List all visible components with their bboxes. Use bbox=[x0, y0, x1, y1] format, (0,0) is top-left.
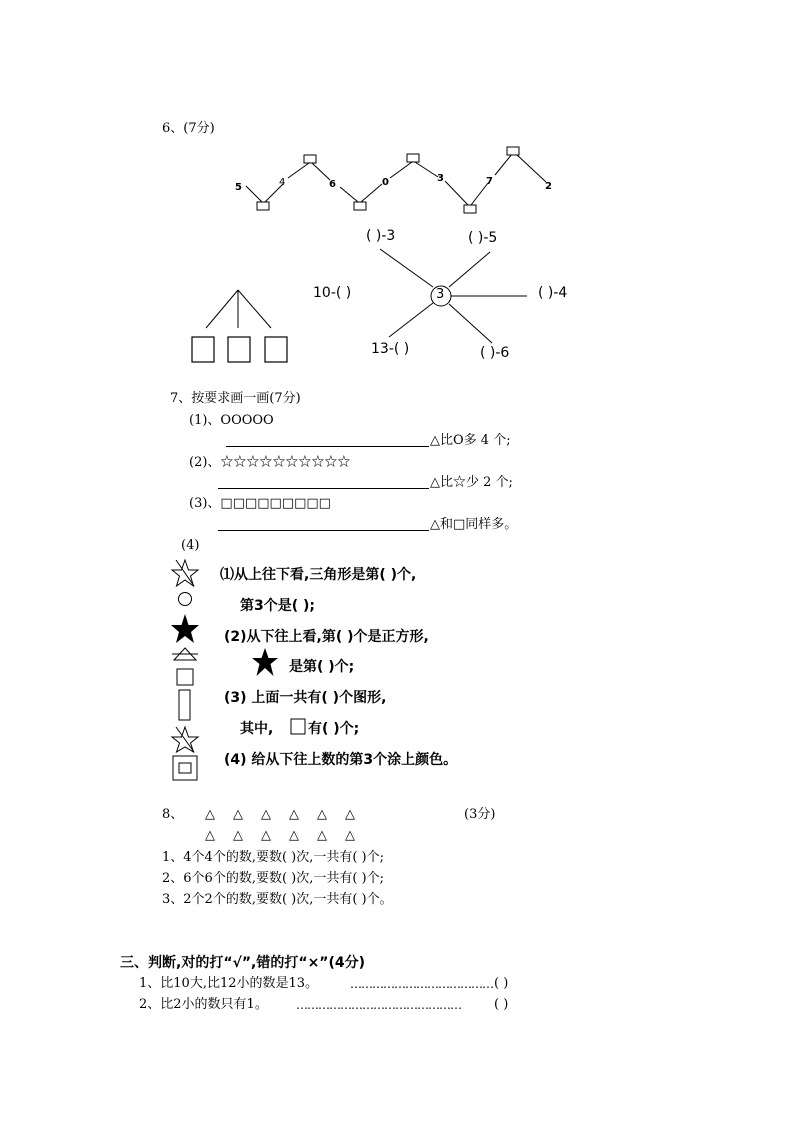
q8-heading: 8、 bbox=[162, 807, 184, 822]
part4-line-5: (3) 上面一共有( )个图形, bbox=[224, 690, 387, 706]
part4-line-6: 其中, bbox=[240, 721, 274, 737]
judge-answer-blank[interactable]: ( ) bbox=[494, 997, 509, 1012]
q7-item-tail: △比О多 4 个; bbox=[430, 433, 511, 448]
zigzag-number: 3 bbox=[437, 173, 444, 184]
part4-line-7: 有( )个; bbox=[308, 721, 360, 737]
triangle-icon: △ bbox=[289, 807, 299, 822]
zigzag-number: 7 bbox=[486, 176, 493, 187]
star-label-left: 10-( ) bbox=[313, 285, 352, 301]
triangle-icon: △ bbox=[233, 807, 243, 822]
leader-dots: ……………………………………… bbox=[296, 998, 461, 1012]
part4-line-8: (4) 给从下往上数的第3个涂上颜色。 bbox=[224, 752, 458, 768]
judge-item-text: 2、比2小的数只有1。 bbox=[139, 997, 268, 1012]
triangle-icon: △ bbox=[289, 828, 299, 843]
star-center-number: 3 bbox=[436, 287, 445, 302]
star-label-right: ( )-4 bbox=[538, 285, 568, 301]
triangle-icon: △ bbox=[317, 807, 327, 822]
zigzag-number: 6 bbox=[329, 179, 336, 190]
judge-answer-blank[interactable]: ( ) bbox=[494, 976, 509, 991]
star-label-bottom-right: ( )-6 bbox=[480, 345, 510, 361]
triangle-icon: △ bbox=[345, 807, 355, 822]
q8-item-3: 3、2个2个的数,要数( )次,一共有( )个。 bbox=[162, 892, 393, 907]
star-label-top-right: ( )-5 bbox=[468, 230, 498, 246]
q7-part4-label: (4) bbox=[181, 538, 200, 553]
q8-item-2: 2、6个6个的数,要数( )次,一共有( )个; bbox=[162, 871, 385, 886]
zigzag-number: 5 bbox=[235, 182, 242, 193]
zigzag-number: 4 bbox=[279, 177, 286, 188]
part4-line-3: (2)从下往上看,第( )个是正方形, bbox=[224, 629, 429, 645]
leader-dots: ………………………………… bbox=[350, 977, 493, 991]
q8-score: (3分) bbox=[464, 807, 496, 822]
part4-line-2: 第3个是( ); bbox=[240, 598, 316, 614]
zigzag-number: 2 bbox=[545, 181, 552, 192]
q7-item-label: (3)、□□□□□□□□□ bbox=[189, 496, 331, 511]
star-label-top-left: ( )-3 bbox=[366, 228, 396, 244]
part4-line-1: ⑴从上往下看,三角形是第( )个, bbox=[220, 567, 417, 583]
triangle-icon: △ bbox=[261, 828, 271, 843]
triangle-icon: △ bbox=[345, 828, 355, 843]
star-label-bottom-left: 13-( ) bbox=[371, 341, 410, 357]
q6-heading: 6、(7分) bbox=[162, 121, 215, 136]
zigzag-number: 0 bbox=[382, 177, 389, 188]
judge-item-text: 1、比10大,比12小的数是13。 bbox=[139, 976, 319, 991]
q7-heading: 7、按要求画一画(7分) bbox=[170, 391, 301, 406]
triangle-icon: △ bbox=[261, 807, 271, 822]
q8-item-1: 1、4个4个的数,要数( )次,一共有( )个; bbox=[162, 850, 385, 865]
part4-line-4: 是第( )个; bbox=[289, 659, 355, 675]
q7-item-label: (1)、ООООО bbox=[189, 413, 274, 428]
triangle-icon: △ bbox=[205, 828, 215, 843]
section3-heading: 三、判断,对的打“√”,错的打“×”(4分) bbox=[120, 955, 366, 971]
triangle-icon: △ bbox=[317, 828, 327, 843]
triangle-icon: △ bbox=[233, 828, 243, 843]
q7-item-tail: △比☆少 2 个; bbox=[430, 475, 513, 490]
q7-item-tail: △和□同样多。 bbox=[430, 517, 518, 532]
q7-item-label: (2)、☆☆☆☆☆☆☆☆☆☆ bbox=[189, 455, 351, 470]
triangle-icon: △ bbox=[205, 807, 215, 822]
